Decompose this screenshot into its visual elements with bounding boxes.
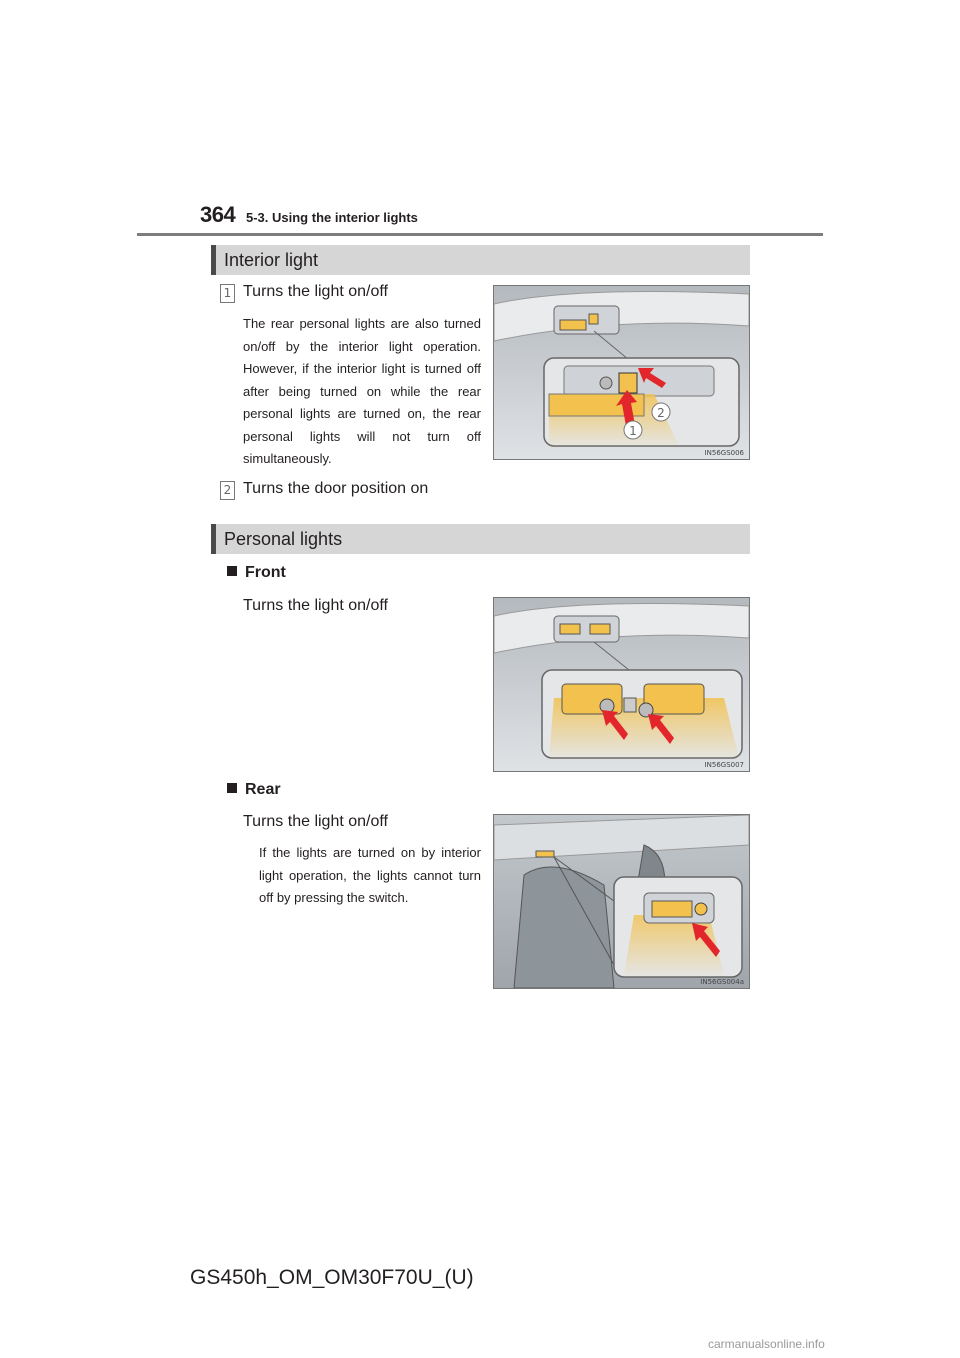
header-rule (137, 233, 823, 236)
rear-personal-lights-figure (493, 814, 750, 989)
front-text: Turns the light on/off (243, 597, 388, 614)
front-personal-lights-figure (493, 597, 750, 772)
rear-note: If the lights are turned on by interior light operation, the lights cannot turn off by pressing the switch. (259, 845, 481, 905)
front-subheading (227, 564, 286, 582)
step-1-note: The rear personal lights are also turned on/off by the interior light operation. However, if the interior light is turned off after being turned on while the rear personal lights are turned on, the rear personal lights will not turn off simultaneously. (243, 316, 481, 466)
step-1-badge: 1 (220, 284, 235, 303)
page-number: 364 (200, 202, 236, 227)
front-personal-lights-illustration (494, 598, 749, 771)
figure-callout-1: 1 (629, 424, 637, 438)
figure-callout-2: 2 (657, 406, 665, 420)
bullet-square-icon (227, 566, 237, 576)
figure-code: IN56GS006 (704, 449, 744, 457)
rear-figure-code: IN56GS004a (700, 978, 744, 986)
step-1-title: Turns the light on/off (243, 283, 388, 300)
rear-subheading (227, 781, 281, 799)
front-label: Front (245, 564, 286, 581)
section-breadcrumb: 5-3. Using the interior lights (246, 210, 418, 225)
front-figure-code: IN56GS007 (704, 761, 744, 769)
rear-label: Rear (245, 781, 281, 798)
rear-personal-lights-illustration (494, 815, 749, 988)
document-id: GS450h_OM_OM30F70U_(U) (190, 1266, 474, 1289)
bullet-square-icon (227, 783, 237, 793)
interior-light-heading: Interior light (211, 245, 750, 275)
step-2-title: Turns the door position on (243, 480, 429, 497)
interior-light-figure (493, 285, 750, 460)
personal-lights-heading: Personal lights (211, 524, 750, 554)
rear-text: Turns the light on/off (243, 813, 388, 830)
step-2-badge: 2 (220, 481, 235, 500)
interior-light-illustration (494, 286, 749, 459)
watermark: carmanualsonline.info (708, 1337, 825, 1351)
